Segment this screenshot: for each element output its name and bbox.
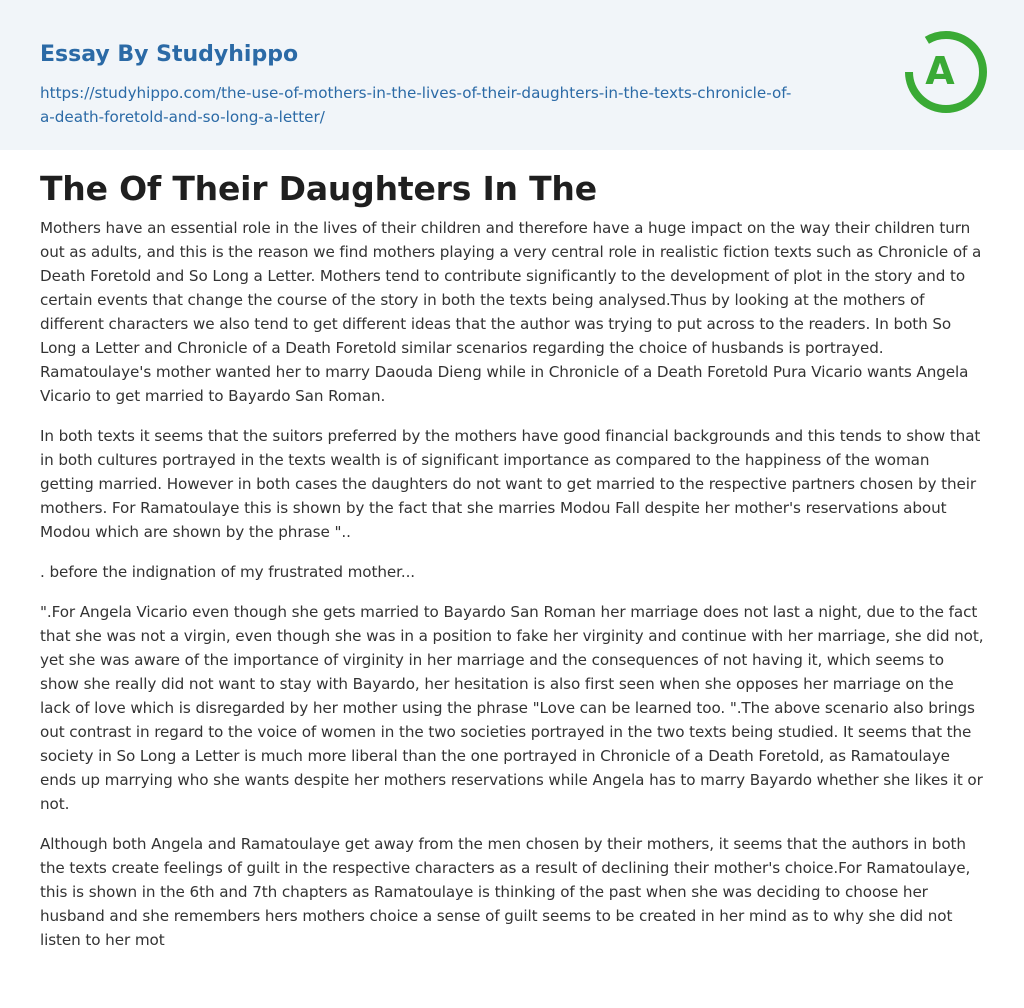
page-header	[0, 0, 1024, 150]
essay-paragraph-1: Mothers have an essential role in the lives of their children and therefore have a huge impact on the way their children turn out as adults, and this is the reason we find mothers playing a very central role in realistic fiction texts such as Chronicle of a Death Foretold and So Long a Letter. Mothers tend to contribute significantly to the development of plot in the story and to certain events that change the course of the story in both the texts being analysed.Thus by looking at the mothers of different characters we also tend to get different ideas that the author was trying to put across to the readers. In both So Long a Letter and Chronicle of a Death Foretold similar scenarios regarding the choice of husbands is portrayed. Ramatoulaye's mother wanted her to marry Daouda Dieng while in Chronicle of a Death Foretold Pura Vicario wants Angela Vicario to get married to Bayardo San Roman.	[40, 219, 982, 405]
essay-paragraph-5: Although both Angela and Ramatoulaye get away from the men chosen by their mothers, it seems that the authors in both the texts create feelings of guilt in the respective characters as a result of declining their mother's choice.For Ramatoulaye, this is shown in the 6th and 7th chapters as Ramatoulaye is thinking of the past when she was deciding to choose her husband and she remembers hers mothers choice a sense of guilt seems to be created in her mind as to why she did not listen to her mot	[40, 835, 971, 949]
essay-paragraph-2: In both texts it seems that the suitors preferred by the mothers have good financial backgrounds and this tends to show that in both cultures portrayed in the texts wealth is of significant importance as compared to the happiness of the woman getting married. However in both cases the daughters do not want to get married to the respective partners chosen by their mothers. For Ramatoulaye this is shown by the fact that she marries Modou Fall despite her mother's reservations about Modou which are shown by the phrase "..	[40, 427, 981, 541]
source-url-link[interactable]: https://studyhippo.com/the-use-of-mothers-in-the-lives-of-their-daughters-in-the-texts-chronicle-of-a-death-foretold-and-so-long-a-letter/	[40, 84, 792, 126]
brand-title: Essay By Studyhippo	[40, 42, 299, 67]
logo-letter: A	[925, 49, 955, 93]
essay-content	[40, 164, 984, 968]
essay-paragraph-4: ".For Angela Vicario even though she gets married to Bayardo San Roman her marriage does not last a night, due to the fact that she was not a virgin, even though she was in a position to fake her virginity and continue with her marriage, she did not, yet she was aware of the importance of virginity in her marriage and the consequences of not having it, which seems to show she really did not want to stay with Bayardo, her hesitation is also first seen when she opposes her marriage on the lack of love which is disregarded by her mother using the phrase "Love can be learned too. ".The above scenario also brings out contrast in regard to the voice of women in the two societies portrayed in the two texts being studied. It seems that the society in So Long a Letter is much more liberal than the one portrayed in Chronicle of a Death Foretold, as Ramatoulaye ends up marrying who she wants despite her mothers reservations while Angela has to marry Bayardo whether she likes it or not.	[40, 603, 984, 813]
essay-title: The Of Their Daughters In The	[40, 169, 597, 208]
studyhippo-logo-icon[interactable]	[900, 26, 992, 118]
essay-paragraph-3: . before the indignation of my frustrated mother...	[40, 563, 416, 581]
